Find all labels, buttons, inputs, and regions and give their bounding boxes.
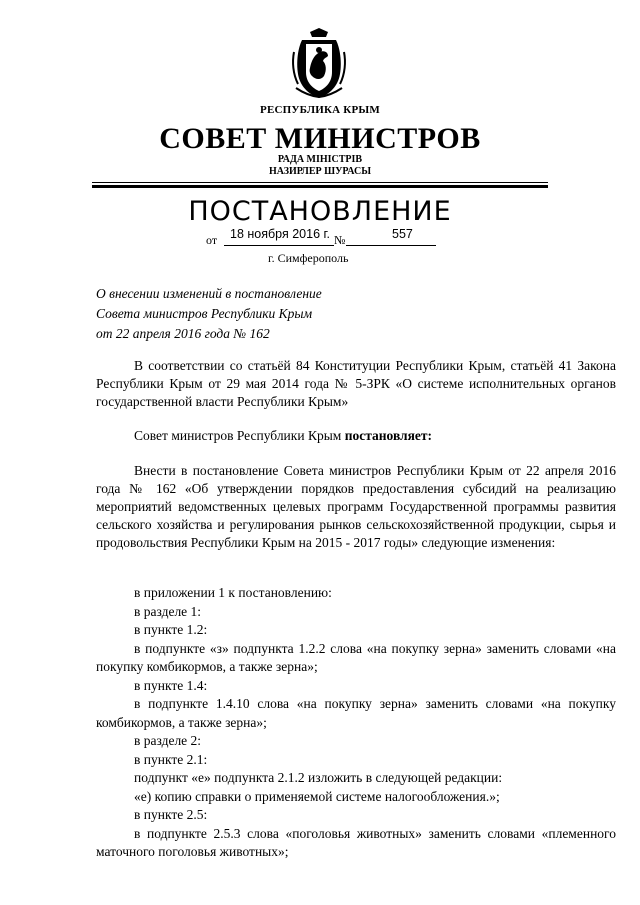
- council-title-ukrainian: РАДА МІНІСТРІВ: [277, 154, 363, 165]
- decree-city: г. Симферополь: [268, 251, 349, 265]
- subject-line: О внесении изменений в постановление: [96, 286, 322, 301]
- list-item: «е) копию справки о применяемой системе налогообложения.»;: [134, 788, 500, 804]
- list-item: в пункте 2.5:: [134, 807, 208, 822]
- list-item: в пункте 2.1:: [134, 751, 208, 767]
- list-item: в приложении 1 к постановлению:: [134, 585, 332, 600]
- from-label: от: [206, 233, 218, 247]
- preamble-paragraph: [96, 357, 616, 411]
- resolution-text: [96, 427, 616, 445]
- preamble-text: В соответствии со статьёй 84 Конституции Республики Крым, статьёй 41 Закона Республики Крым от 29 мая 2014 года № 5-ЗРК «О системе исполнительных органов государственной власти Республики Крым»: [96, 358, 616, 409]
- resolution-verb: постановляет:: [344, 428, 433, 443]
- date-underline: [224, 245, 334, 246]
- resolution-paragraph: [96, 427, 616, 445]
- decree-subject: [96, 284, 322, 344]
- list-item: в подпункте 2.5.3 слова «поголовья животных» заменить словами «племенного маточного поголовья животных»;: [96, 825, 616, 859]
- list-item: в разделе 2:: [134, 733, 202, 748]
- decree-title: ПОСТАНОВЛЕНИЕ: [188, 196, 452, 227]
- list-item: в подпункте 1.4.10 слова «на покупку зерна» заменить словами «на покупку комбикормов, а также зерна»;: [96, 696, 616, 730]
- list-item: в пункте 1.4:: [134, 677, 208, 693]
- list-item: подпункт «е» подпункта 2.1.2 изложить в следующей редакции:: [134, 770, 503, 785]
- list-item: в разделе 1:: [134, 603, 202, 619]
- subject-line: от 22 апреля 2016 года № 162: [96, 326, 270, 341]
- main-paragraph: [96, 462, 616, 552]
- council-title: СОВЕТ МИНИСТРОВ: [159, 122, 481, 155]
- main-text: Внести в постановление Совета министров Республики Крым от 22 апреля 2016 года № 162 «Об утверждении порядков предоставления субсидий на реализацию мероприятий ведомственных целевых программ Государственной программы развития сельского хозяйства и регулирования рынков сельскохозяйственной продукции, сырья и продовольствия Республики Крым на 2015 - 2017 годы» следующие изменения:: [96, 463, 616, 550]
- council-title-crimean-tatar: НАЗИРЛЕР ШУРАСЫ: [268, 166, 372, 177]
- decree-date: 18 ноября 2016 г.: [230, 227, 330, 241]
- decree-date-row: [0, 226, 640, 248]
- republic-name: РЕСПУБЛИКА КРЫМ: [260, 104, 380, 116]
- subject-line: Совета министров Республики Крым: [96, 306, 313, 321]
- decree-number: 557: [392, 227, 413, 241]
- crimea-coat-of-arms-icon: [290, 28, 348, 100]
- number-underline: [346, 245, 436, 246]
- list-item: в подпункте «з» подпункта 1.2.2 слова «на покупку зерна» заменить словами «на покупку комбикормов, а также зерна»;: [96, 640, 616, 674]
- amendments-list: [96, 584, 616, 862]
- header-divider-thin: [92, 182, 548, 183]
- list-item: в пункте 1.2:: [134, 622, 208, 637]
- number-label: №: [334, 233, 346, 247]
- header-divider-thick: [92, 185, 548, 188]
- resolution-prefix: Совет министров Республики Крым: [134, 428, 345, 443]
